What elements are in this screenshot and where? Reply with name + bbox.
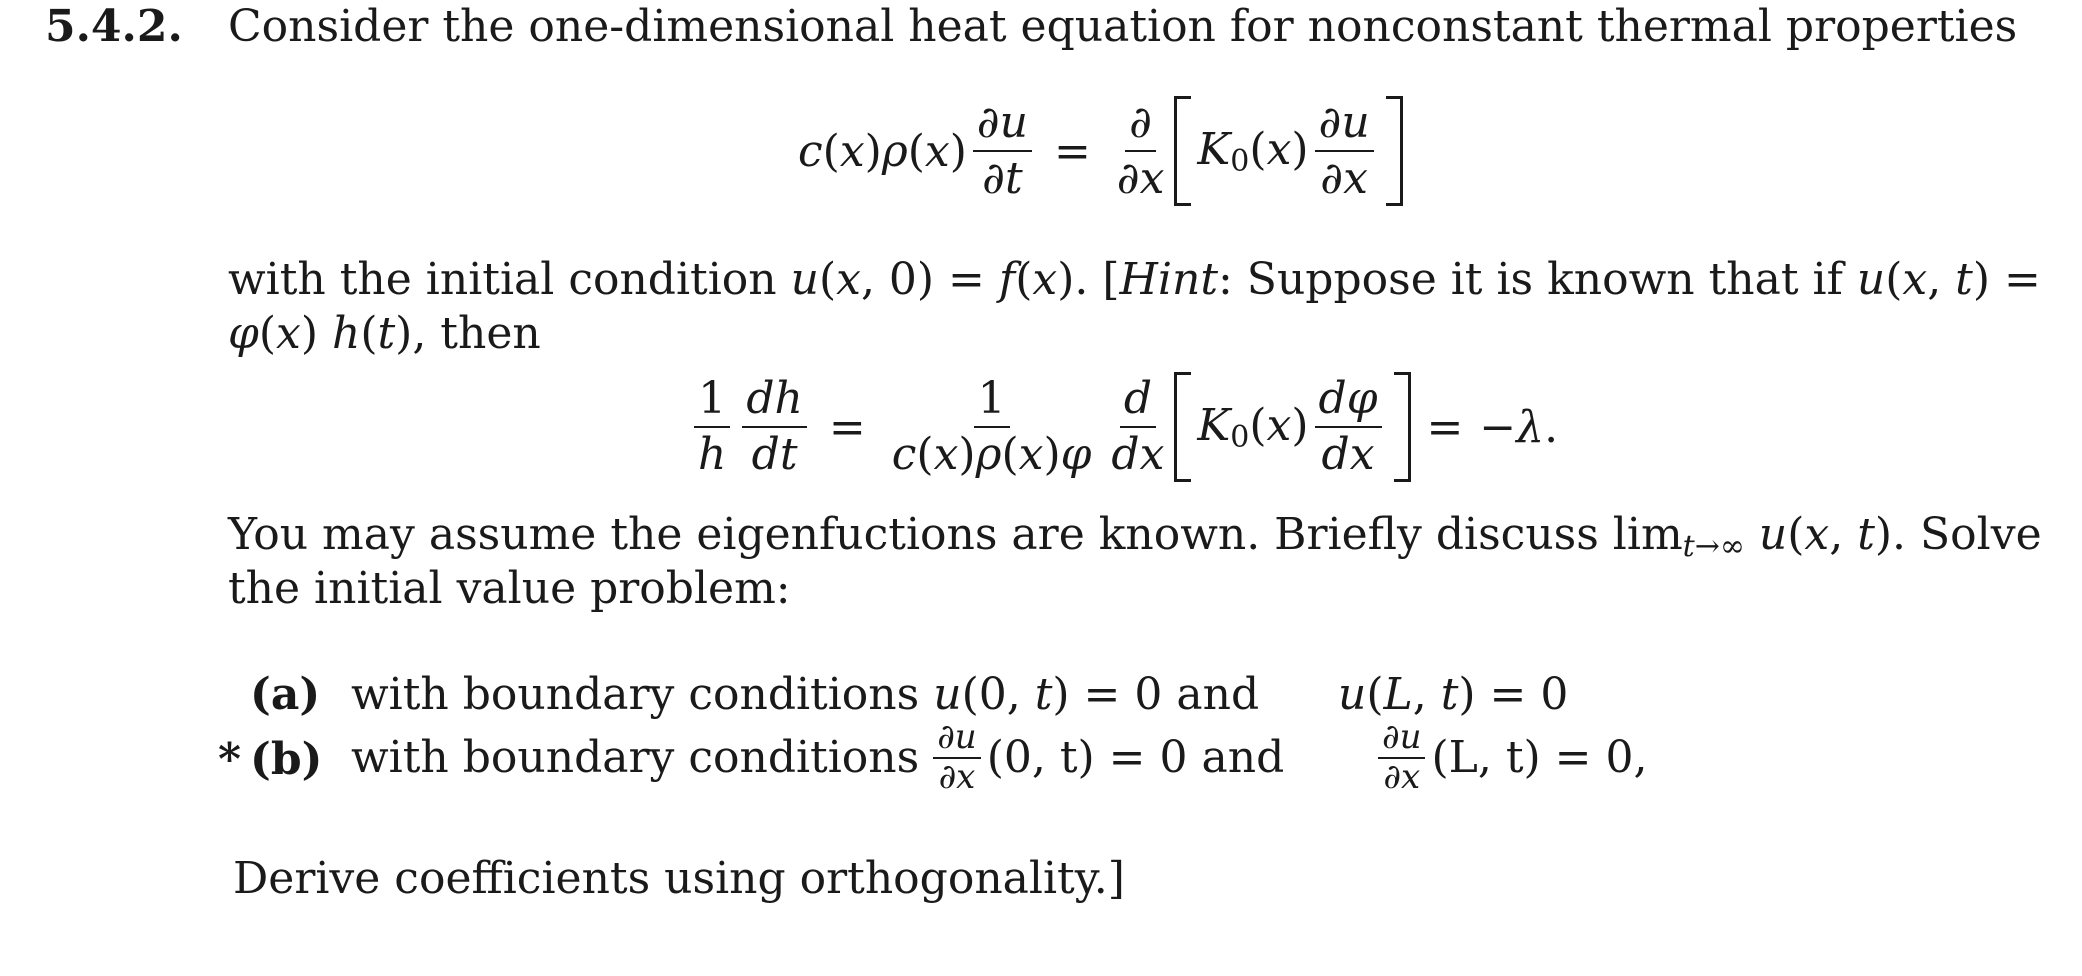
part-b-bc1: with boundary conditions $\frac{\partial u}{\partial x}$ (0, t) = 0 and	[351, 717, 1285, 797]
assume-text: You may assume the eigenfuctions are known. Briefly discuss $\lim_{t\to\infty} u(x$, t). Solve	[228, 509, 2042, 564]
heat-equation: c(x)ρ(x) $\frac{\partial u}{\partial t}$ = $\frac{\partial}{\partial x}$ $K_0(x)$ $\frac{\partial u}{\partial x}$	[798, 96, 1403, 206]
problem-number: 5.4.2.	[45, 1, 183, 52]
intro-text: Consider the one-dimensional heat equation for nonconstant thermal properties	[228, 1, 2018, 52]
part-a-label: (a)	[250, 669, 321, 720]
part-b-bc2-tail: (L, t) = 0,	[1431, 732, 1648, 784]
closing-text: Derive coefficients using orthogonality.]	[233, 853, 1125, 904]
part-a-text: with boundary conditions u(0, t) = 0 and	[351, 669, 1260, 720]
part-b-star: *	[218, 734, 242, 785]
assume-text-line2: the initial value problem:	[228, 563, 791, 614]
part-b-label: (b)	[250, 734, 323, 785]
separation-text: φ(x) h(t), then	[228, 308, 541, 359]
part-b-text: with boundary conditions	[351, 732, 920, 784]
initial-condition-text: with the initial condition u(x, 0) = f(x). [Hint: Suppose it is known that if u(x, t) =	[228, 254, 2041, 305]
separated-equation: $\frac{1}{h}$ $\frac{dh}{dt}$ = $\frac{1}{c(x)\rho(x)\varphi}$ $\frac{d}{dx}$ $K_0(x)$ $\frac{d\varphi}{dx}$ = −λ.	[688, 372, 1558, 482]
part-b-bc1-tail: (0, t) = 0 and	[986, 732, 1285, 784]
part-a-bc2: u(L, t) = 0	[1338, 669, 1569, 720]
part-b-bc2: $\frac{\partial u}{\partial x}$ (L, t) = 0,	[1372, 720, 1648, 795]
